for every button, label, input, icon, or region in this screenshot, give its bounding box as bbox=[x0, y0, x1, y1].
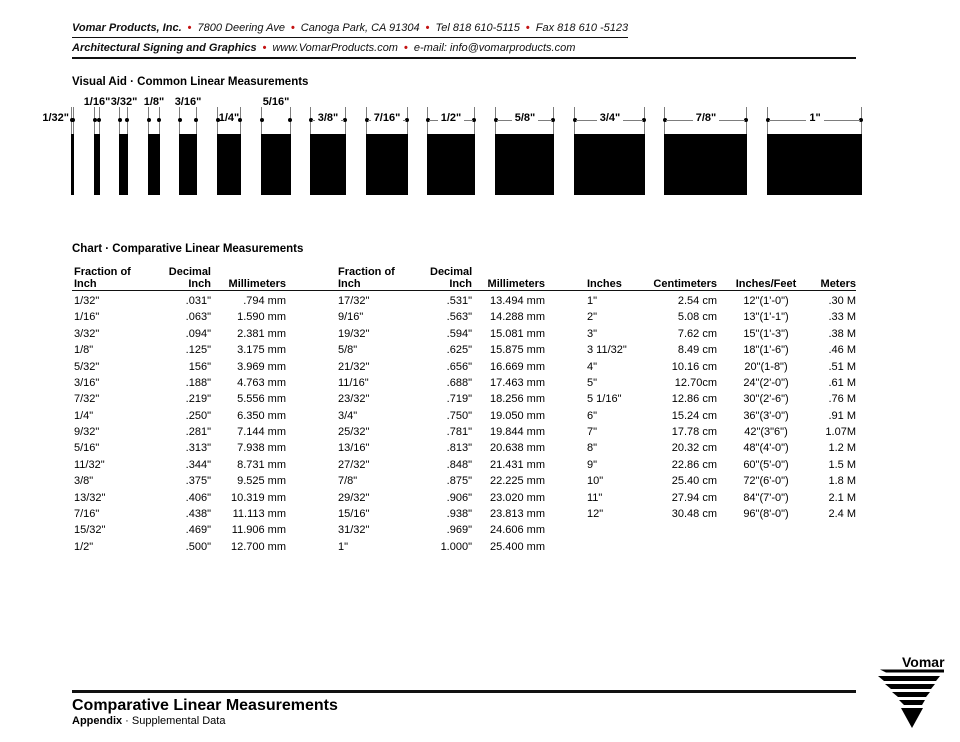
measurement-table-group-3 bbox=[587, 259, 856, 522]
table-cell: 17/32" bbox=[338, 295, 370, 307]
measurement-label-text: 1" bbox=[806, 112, 823, 124]
table-cell: 9/16" bbox=[338, 311, 364, 324]
table-cell: 2.4 M bbox=[828, 507, 856, 520]
table-cell: 5.556 mm bbox=[237, 393, 286, 406]
table-cell: 12.86 cm bbox=[671, 393, 717, 406]
column-header-line: Decimal bbox=[430, 265, 473, 278]
column-header-line: Decimal bbox=[168, 265, 211, 278]
letterhead-item: Tel 818 610-5115 bbox=[435, 22, 520, 34]
measurement-bar bbox=[119, 134, 128, 195]
measurement-table-group-1 bbox=[74, 259, 286, 555]
table-cell: 11.113 mm bbox=[232, 507, 286, 520]
bullet-separator-icon: • bbox=[187, 22, 192, 34]
table-cell: 84"(7'-0") bbox=[743, 491, 789, 504]
column-header-line: Inches bbox=[587, 278, 622, 291]
table-row bbox=[338, 506, 545, 522]
table-cell: .531" bbox=[446, 295, 472, 307]
document-subtitle bbox=[72, 715, 225, 727]
table-cell: .281" bbox=[185, 426, 211, 438]
table-cell: 10" bbox=[587, 475, 604, 488]
table-cell: 3/16" bbox=[74, 376, 100, 389]
table-cell: 15.24 cm bbox=[671, 409, 717, 422]
table-cell: .30 M bbox=[828, 295, 856, 307]
table-cell: 15/32" bbox=[74, 524, 106, 537]
table-row bbox=[587, 506, 856, 522]
table-cell: 1/16" bbox=[74, 311, 100, 324]
table-row bbox=[587, 408, 856, 424]
table-cell: .469" bbox=[185, 524, 211, 537]
column-header-line: Inch bbox=[338, 278, 361, 291]
table-cell: 5" bbox=[587, 376, 598, 389]
dimension-arrow-icon bbox=[118, 118, 122, 122]
table-row bbox=[338, 490, 545, 506]
table-cell: 1" bbox=[338, 540, 349, 553]
dimension-arrow-icon bbox=[71, 118, 75, 122]
table-row bbox=[338, 375, 545, 391]
table-cell: 22.225 mm bbox=[489, 475, 545, 488]
table-cell: 10.319 mm bbox=[230, 491, 286, 504]
table-cell: 13"(1'-1") bbox=[743, 311, 789, 324]
table-row bbox=[74, 522, 286, 538]
dimension-arrow-icon bbox=[97, 118, 101, 122]
table-cell: 13/32" bbox=[74, 491, 106, 504]
measurement-bar bbox=[71, 134, 74, 195]
column-header-line: Inch bbox=[449, 278, 472, 291]
table-cell: .906" bbox=[446, 491, 472, 504]
visual-aid-title: Visual Aid · Common Linear Measurements bbox=[72, 76, 309, 88]
column-header bbox=[338, 259, 430, 293]
table-cell: 20.32 cm bbox=[671, 442, 717, 455]
measurement-label-text: 7/8" bbox=[693, 112, 720, 124]
table-row bbox=[587, 424, 856, 440]
table-cell: .33 M bbox=[828, 311, 856, 324]
measurement-label-text: 3/8" bbox=[315, 112, 342, 124]
table-cell: 1.2 M bbox=[828, 442, 856, 455]
table-cell: .625" bbox=[446, 344, 472, 357]
letterhead-item: 7800 Deering Ave bbox=[197, 22, 285, 34]
table-cell: 23.020 mm bbox=[489, 491, 545, 504]
column-header-line: Meters bbox=[820, 278, 856, 291]
table-cell: 4" bbox=[587, 360, 598, 373]
table-cell: 9/32" bbox=[74, 426, 100, 438]
table-cell: 3" bbox=[587, 327, 598, 340]
table-cell: 30"(2'-6") bbox=[743, 393, 789, 406]
table-cell: 7.144 mm bbox=[237, 426, 286, 438]
dimension-arrow-icon bbox=[147, 118, 151, 122]
table-row bbox=[587, 391, 856, 407]
table-cell: 7/8" bbox=[338, 475, 358, 488]
table-cell: 18.256 mm bbox=[489, 393, 545, 406]
measurement-bar bbox=[217, 134, 241, 195]
table-cell: 7/16" bbox=[74, 507, 100, 520]
table-row bbox=[338, 359, 545, 375]
table-cell: 19/32" bbox=[338, 327, 370, 340]
table-cell: .938" bbox=[446, 507, 472, 520]
table-cell: 14.288 mm bbox=[489, 311, 545, 324]
table-cell: 1" bbox=[587, 295, 598, 307]
letterhead-item: e-mail: info@vomarproducts.com bbox=[413, 42, 576, 54]
table-row bbox=[74, 326, 286, 342]
table-cell: 1.8 M bbox=[828, 475, 856, 488]
measurement-label: 1/32" bbox=[42, 112, 69, 124]
logo-text: Vomar bbox=[902, 654, 945, 670]
table-cell: 27/32" bbox=[338, 458, 370, 471]
table-row bbox=[74, 424, 286, 440]
table-row bbox=[587, 440, 856, 456]
table-cell: 21/32" bbox=[338, 360, 370, 373]
table-cell: 12"(1'-0") bbox=[743, 295, 789, 307]
table-cell: .438" bbox=[185, 507, 211, 520]
table-cell: 36"(3'-0") bbox=[743, 409, 789, 422]
table-cell: 7.938 mm bbox=[237, 442, 286, 455]
table-cell: 5/8" bbox=[338, 344, 358, 357]
table-cell: 1/2" bbox=[74, 540, 94, 553]
bullet-separator-icon: • bbox=[290, 22, 295, 34]
measurement-label: 5/16" bbox=[262, 96, 290, 108]
table-row bbox=[74, 309, 286, 325]
dimension-arrow-icon bbox=[157, 118, 161, 122]
table-cell: 9.525 mm bbox=[237, 475, 286, 488]
table-row bbox=[338, 408, 545, 424]
table-row bbox=[587, 326, 856, 342]
measurement-bar bbox=[310, 134, 346, 195]
table-cell: .688" bbox=[446, 376, 472, 389]
measurement-bar bbox=[495, 134, 554, 195]
table-cell: .848" bbox=[446, 458, 472, 471]
measurement-bar bbox=[574, 134, 645, 195]
table-cell: .063" bbox=[185, 311, 211, 324]
vomar-logo-icon bbox=[870, 653, 950, 741]
table-row bbox=[74, 506, 286, 522]
table-row bbox=[338, 539, 545, 555]
measurement-bar bbox=[427, 134, 475, 195]
column-header-line: Inches/Feet bbox=[735, 278, 797, 291]
ruler bbox=[0, 90, 960, 202]
measurement-label bbox=[775, 112, 855, 124]
table-cell: 11/16" bbox=[338, 376, 369, 389]
bullet-separator-icon: • bbox=[425, 22, 430, 34]
letterhead-lead: Architectural Signing and Graphics bbox=[72, 42, 257, 54]
subtitle-rest: · Supplemental Data bbox=[122, 715, 226, 727]
column-header bbox=[430, 259, 472, 293]
table-cell: 72"(6'-0") bbox=[743, 475, 789, 488]
column-header bbox=[647, 259, 717, 293]
measurement-label bbox=[570, 112, 650, 124]
table-cell: 2.1 M bbox=[828, 491, 856, 504]
footer-rule bbox=[72, 690, 856, 693]
measurement-label bbox=[666, 112, 746, 124]
table-cell: .563" bbox=[446, 311, 472, 324]
column-header-line: Inch bbox=[74, 278, 97, 291]
table-row bbox=[338, 326, 545, 342]
table-cell: 1.000" bbox=[440, 540, 472, 553]
table-cell: 1/8" bbox=[74, 344, 94, 357]
table-cell: 1.590 mm bbox=[237, 311, 286, 324]
column-header-line: Fraction of bbox=[74, 265, 131, 278]
table-cell: 5 1/16" bbox=[587, 393, 622, 406]
measurement-bar bbox=[148, 134, 160, 195]
table-cell: 1.5 M bbox=[828, 458, 856, 471]
table-row bbox=[587, 359, 856, 375]
measurement-label-text: 5/8" bbox=[512, 112, 539, 124]
table-cell: 96"(8'-0") bbox=[743, 507, 789, 520]
table-row bbox=[587, 490, 856, 506]
table-cell: 2.54 cm bbox=[677, 295, 717, 307]
table-row bbox=[587, 309, 856, 325]
measurement-label-text: 3/4" bbox=[597, 112, 624, 124]
table-row bbox=[587, 375, 856, 391]
letterhead-line-2 bbox=[72, 42, 575, 54]
table-cell: 23/32" bbox=[338, 393, 370, 406]
table-cell: 3/4" bbox=[338, 409, 358, 422]
table-cell: 12.700 mm bbox=[230, 540, 286, 553]
table-row bbox=[74, 359, 286, 375]
table-cell: 3/8" bbox=[74, 475, 94, 488]
table-row bbox=[338, 342, 545, 358]
table-row bbox=[74, 539, 286, 555]
table-cell: .188" bbox=[185, 376, 211, 389]
dimension-arrow-icon bbox=[178, 118, 182, 122]
column-header bbox=[815, 259, 856, 293]
table-row bbox=[74, 440, 286, 456]
table-cell: 21.431 mm bbox=[489, 458, 545, 471]
measurement-label-text: 7/16" bbox=[371, 112, 404, 124]
table-cell: 20"(1-8") bbox=[744, 360, 788, 373]
table-cell: 15.081 mm bbox=[489, 327, 545, 340]
table-cell: 12" bbox=[587, 507, 604, 520]
table-cell: 11" bbox=[587, 491, 603, 504]
table-cell: 8" bbox=[587, 442, 598, 455]
column-header-line: Fraction of bbox=[338, 265, 395, 278]
table-cell: .794 mm bbox=[243, 295, 286, 307]
table-cell: 1/32" bbox=[74, 295, 100, 307]
document-title: Comparative Linear Measurements bbox=[72, 697, 338, 714]
table-cell: 7" bbox=[587, 426, 598, 438]
column-header bbox=[74, 259, 165, 293]
table-cell: 6.350 mm bbox=[237, 409, 286, 422]
measurement-label: 3/16" bbox=[174, 96, 202, 108]
table-row bbox=[74, 375, 286, 391]
table-cell: .219" bbox=[185, 393, 211, 406]
table-cell: 15.875 mm bbox=[489, 344, 545, 357]
subtitle-appendix: Appendix bbox=[72, 715, 123, 727]
column-header bbox=[165, 259, 211, 293]
table-cell: .094" bbox=[185, 327, 211, 340]
table-cell: 1.07M bbox=[825, 426, 856, 438]
table-cell: 8.731 mm bbox=[237, 458, 286, 471]
table-cell: 23.813 mm bbox=[489, 507, 545, 520]
table-row bbox=[74, 391, 286, 407]
table-cell: 31/32" bbox=[338, 524, 370, 537]
table-cell: 2" bbox=[587, 311, 598, 324]
table-row bbox=[587, 473, 856, 489]
table-cell: 15/16" bbox=[338, 507, 370, 520]
column-header bbox=[587, 259, 647, 293]
table-row bbox=[338, 473, 545, 489]
measurement-label: 1/4" bbox=[218, 112, 240, 124]
table-cell: .406" bbox=[185, 491, 211, 504]
table-cell: .781" bbox=[446, 426, 472, 438]
table-cell: 9" bbox=[587, 458, 598, 471]
table-row bbox=[587, 293, 856, 309]
column-header-line: Centimeters bbox=[653, 278, 717, 291]
table-cell: 10.16 cm bbox=[671, 360, 717, 373]
table-cell: .51 M bbox=[828, 360, 856, 373]
column-header-line: Millimeters bbox=[228, 278, 286, 291]
dimension-arrow-icon bbox=[260, 118, 264, 122]
table-cell: 48"(4'-0") bbox=[743, 442, 789, 455]
letterhead-lead: Vomar Products, Inc. bbox=[72, 22, 182, 34]
measurement-bar bbox=[94, 134, 100, 195]
table-cell: 42"(3"6") bbox=[744, 426, 788, 438]
table-cell: 15"(1'-3") bbox=[743, 327, 789, 340]
table-cell: 3.175 mm bbox=[237, 344, 286, 357]
dimension-arrow-icon bbox=[194, 118, 198, 122]
column-header bbox=[211, 259, 286, 293]
table-row bbox=[338, 391, 545, 407]
table-row bbox=[338, 424, 545, 440]
table-cell: 20.638 mm bbox=[489, 442, 545, 455]
table-cell: 13/16" bbox=[338, 442, 370, 455]
table-row bbox=[587, 342, 856, 358]
table-row bbox=[74, 473, 286, 489]
table-row bbox=[338, 293, 545, 309]
table-header-rule bbox=[72, 290, 856, 291]
table-cell: 16.669 mm bbox=[489, 360, 545, 373]
measurement-label bbox=[411, 112, 491, 124]
table-row bbox=[338, 309, 545, 325]
letterhead-item: Canoga Park, CA 91304 bbox=[300, 22, 420, 34]
table-cell: 30.48 cm bbox=[671, 507, 717, 520]
measurement-label: 1/8" bbox=[143, 96, 165, 108]
letterhead-line-1 bbox=[72, 22, 628, 38]
column-header bbox=[717, 259, 815, 293]
table-cell: .250" bbox=[185, 409, 211, 422]
table-row bbox=[338, 522, 545, 538]
table-row bbox=[74, 293, 286, 309]
table-cell: 13.494 mm bbox=[489, 295, 545, 307]
table-cell: 5/32" bbox=[74, 360, 100, 373]
table-cell: 11.906 mm bbox=[231, 524, 286, 537]
table-cell: 3/32" bbox=[74, 327, 100, 340]
table-cell: .125" bbox=[185, 344, 211, 357]
table-cell: 29/32" bbox=[338, 491, 370, 504]
table-cell: .875" bbox=[446, 475, 472, 488]
table-cell: .500" bbox=[185, 540, 211, 553]
measurement-label: 1/16" bbox=[83, 96, 111, 108]
table-cell: 27.94 cm bbox=[671, 491, 717, 504]
bullet-separator-icon: • bbox=[525, 22, 530, 34]
table-cell: .313" bbox=[185, 442, 211, 455]
table-cell: 25.400 mm bbox=[489, 540, 545, 553]
table-row bbox=[587, 457, 856, 473]
table-cell: 3 11/32" bbox=[587, 344, 627, 357]
measurement-bar bbox=[366, 134, 408, 195]
table-row bbox=[74, 457, 286, 473]
bullet-separator-icon: • bbox=[262, 42, 267, 54]
table-cell: .656" bbox=[446, 360, 472, 373]
table-cell: .750" bbox=[446, 409, 472, 422]
table-cell: .76 M bbox=[828, 393, 856, 406]
letterhead-item: www.VomarProducts.com bbox=[272, 42, 398, 54]
table-cell: 8.49 cm bbox=[677, 344, 717, 357]
table-cell: 7/32" bbox=[74, 393, 100, 406]
measurement-table-group-2 bbox=[338, 259, 545, 555]
dimension-arrow-icon bbox=[125, 118, 129, 122]
table-cell: .719" bbox=[446, 393, 472, 406]
table-cell: 11/32" bbox=[74, 458, 105, 471]
column-header-line: Inch bbox=[188, 278, 211, 291]
table-cell: 25.40 cm bbox=[671, 475, 717, 488]
measurement-label bbox=[485, 112, 565, 124]
chart-title: Chart · Comparative Linear Measurements bbox=[72, 243, 304, 255]
measurement-bar bbox=[767, 134, 862, 195]
letterhead-item: Fax 818 610 -5123 bbox=[535, 22, 629, 34]
table-cell: 17.78 cm bbox=[671, 426, 717, 438]
letterhead-rule bbox=[72, 57, 856, 59]
table-cell: 22.86 cm bbox=[671, 458, 717, 471]
table-cell: .031" bbox=[185, 295, 211, 307]
measurement-label-text: 1/2" bbox=[438, 112, 465, 124]
table-cell: .594" bbox=[446, 327, 472, 340]
table-row bbox=[74, 490, 286, 506]
table-cell: 19.050 mm bbox=[489, 409, 545, 422]
table-cell: 24.606 mm bbox=[489, 524, 545, 537]
table-row bbox=[74, 408, 286, 424]
table-cell: 1/4" bbox=[74, 409, 94, 422]
table-cell: .344" bbox=[185, 458, 211, 471]
table-cell: .375" bbox=[185, 475, 211, 488]
table-cell: 24"(2'-0") bbox=[743, 376, 789, 389]
table-cell: .813" bbox=[446, 442, 472, 455]
table-cell: 5.08 cm bbox=[677, 311, 717, 324]
table-cell: 3.969 mm bbox=[237, 360, 286, 373]
table-cell: 2.381 mm bbox=[237, 327, 286, 340]
table-row bbox=[338, 440, 545, 456]
table-cell: 60"(5'-0") bbox=[743, 458, 789, 471]
table-cell: 12.70cm bbox=[674, 376, 717, 389]
table-cell: 6" bbox=[587, 409, 598, 422]
table-cell: 156" bbox=[188, 360, 211, 373]
bullet-separator-icon: • bbox=[403, 42, 408, 54]
measurement-bar bbox=[664, 134, 747, 195]
measurement-bar bbox=[179, 134, 197, 195]
table-row bbox=[74, 342, 286, 358]
measurement-label: 3/32" bbox=[110, 96, 138, 108]
column-header bbox=[472, 259, 545, 293]
column-header-line: Millimeters bbox=[487, 278, 545, 291]
table-cell: .61 M bbox=[828, 376, 856, 389]
table-cell: 18"(1'-6") bbox=[743, 344, 789, 357]
table-cell: .38 M bbox=[828, 327, 856, 340]
table-cell: 25/32" bbox=[338, 426, 370, 438]
table-cell: .91 M bbox=[828, 409, 856, 422]
table-cell: 5/16" bbox=[74, 442, 100, 455]
table-row bbox=[338, 457, 545, 473]
measurement-bar bbox=[261, 134, 291, 195]
table-cell: 19.844 mm bbox=[489, 426, 545, 438]
table-cell: 17.463 mm bbox=[489, 376, 545, 389]
table-cell: .46 M bbox=[828, 344, 856, 357]
table-cell: .969" bbox=[446, 524, 472, 537]
table-cell: 7.62 cm bbox=[677, 327, 717, 340]
table-cell: 4.763 mm bbox=[237, 376, 286, 389]
